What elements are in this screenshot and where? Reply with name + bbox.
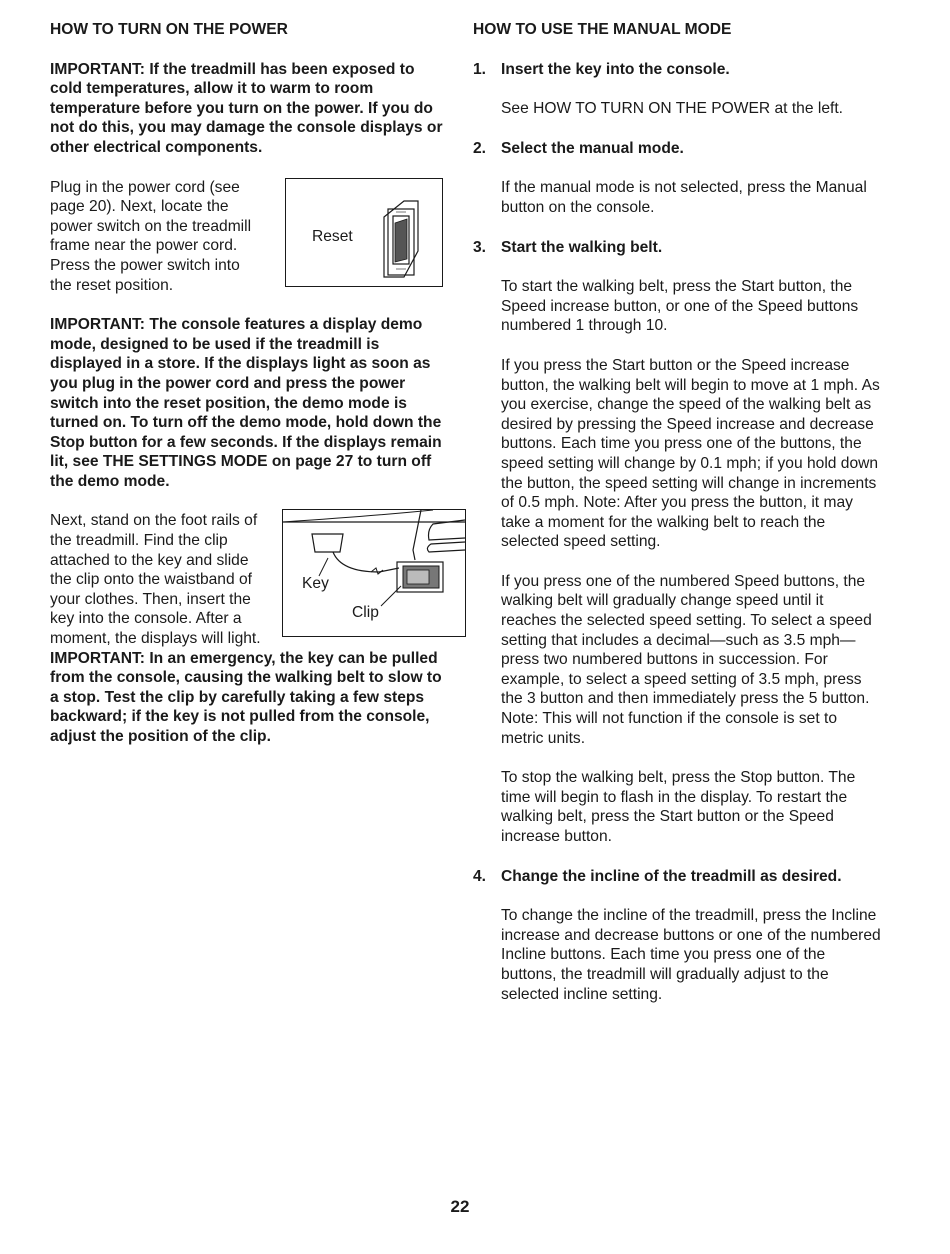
step-number: 4.	[473, 867, 487, 885]
key-label: Key	[302, 575, 329, 593]
step-4	[473, 867, 883, 1005]
important-demo-note: IMPORTANT: The console features a display demo mode, designed to be used if the treadmill is displayed in a store. If the displays light as soon as you plug in the power cord and press the power switch into the reset position, the demo mode is turned on. To turn off the demo mode, hold down the Stop button for a few seconds. If the displays remain lit, see THE SETTINGS MODE on page 27 to turn off the demo mode.	[50, 316, 442, 490]
right-column	[473, 20, 883, 1024]
page-number: 22	[450, 1197, 470, 1216]
step-3	[473, 238, 883, 847]
step-2	[473, 139, 883, 218]
step-title: Select the manual mode.	[501, 139, 684, 157]
power-switch-illustration	[286, 179, 442, 286]
step-number: 2.	[473, 139, 487, 157]
step-paragraph: If you press one of the numbered Speed buttons, the walking belt will gradually change speed until it reaches the selected speed setting. To select a speed setting that includes a decimal—such as 3.5 mph—press two numbered buttons in succession. For example, to select a speed setting of 3.5 mph, press the 3 button and then immediately press the 5 button. Note: This will not function if the console is set to metric units.	[501, 572, 872, 747]
key-clip-figure	[282, 509, 466, 637]
manual-mode-heading: HOW TO USE THE MANUAL MODE	[473, 21, 732, 38]
step-number: 3.	[473, 238, 487, 256]
step-paragraph: If the manual mode is not selected, press the Manual button on the console.	[501, 179, 867, 216]
power-heading: HOW TO TURN ON THE POWER	[50, 21, 288, 38]
key-clip-illustration	[283, 510, 465, 636]
reset-switch-figure	[285, 178, 443, 287]
step-number: 1.	[473, 60, 487, 78]
step-paragraph: To change the incline of the treadmill, press the Incline increase and decrease buttons or one of the numbered Incline buttons. Each time you press one of the buttons, the treadmill will gradually adjust to the selected incline setting.	[501, 907, 881, 1003]
step-1	[473, 60, 883, 119]
clip-label: Clip	[352, 604, 379, 622]
step-title: Start the walking belt.	[501, 238, 663, 256]
step-paragraph: To start the walking belt, press the Start button, the Speed increase button, or one of the Speed buttons numbered 1 through 10.	[501, 278, 859, 335]
step-title: Change the incline of the treadmill as desired.	[501, 867, 842, 885]
left-column	[50, 20, 450, 767]
reset-label: Reset	[312, 227, 353, 245]
step-paragraph: See HOW TO TURN ON THE POWER at the left.	[501, 100, 843, 118]
step-paragraph: If you press the Start button or the Speed increase button, the walking belt will begin to move at 1 mph. As you exercise, change the speed of the walking belt as desired by pressing the Speed increase and decrease buttons. Each time you press one of the buttons, the speed setting will change by 0.1 mph; if you hold down the button, the speed setting will change in increments of 0.5 mph. Note: After you press the button, it may take a moment for the walking belt to reach the selected speed setting.	[501, 356, 880, 551]
key-clip-section	[50, 511, 450, 648]
stand-text: Next, stand on the foot rails of the treadmill. Find the clip attached to the key and slide the clip onto the waistband of your clothes. Then, insert the key into the console. After a moment, the displays will light.	[50, 512, 261, 648]
step-title: Insert the key into the console.	[501, 60, 730, 78]
important-warm-note: IMPORTANT: If the treadmill has been exposed to cold temperatures, allow it to warm to room temperature before you turn on the power. If you do not do this, you may damage the console displays or other electrical components.	[50, 60, 443, 156]
power-switch-section	[50, 178, 450, 296]
important-emergency-note: IMPORTANT: In an emergency, the key can be pulled from the console, causing the walking belt to slow to a stop. Test the clip by carefully taking a few steps backward; if the key is not pulled from the console, adjust the position of the clip.	[50, 649, 442, 745]
manual-mode-steps	[473, 60, 883, 1005]
step-paragraph: To stop the walking belt, press the Stop button. The time will begin to flash in the display. To restart the walking belt, press the Start button or the Speed increase button.	[501, 769, 856, 845]
plug-in-text: Plug in the power cord (see page 20). Next, locate the power switch on the treadmill frame near the power cord. Press the power switch into the reset position.	[50, 178, 252, 294]
